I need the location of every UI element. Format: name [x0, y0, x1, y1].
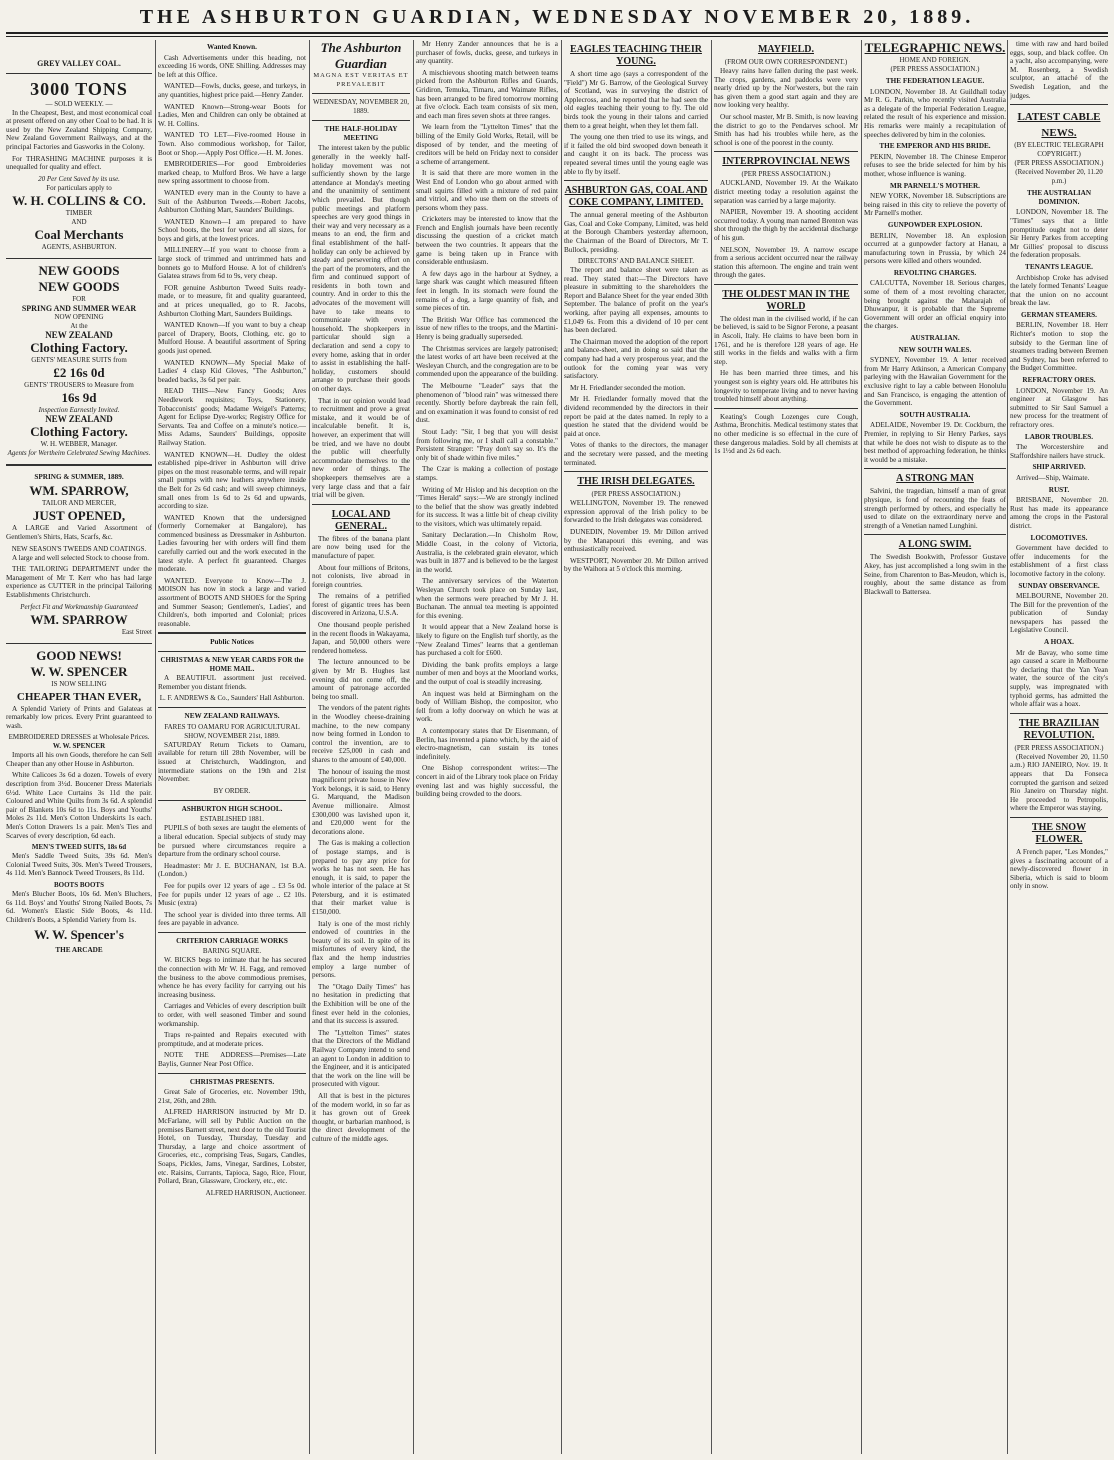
ad-text: Imports all his own Goods, therefore he can Sell Cheaper than any other House in Ashburton.: [6, 751, 152, 768]
notice-text: FOR genuine Ashburton Tweed Suits ready-made, or to measure, fit and quality guaranteed, and at prices unequalled, go to R. Jacobs, Ashburton Clothing Mart, Saunders Buildings.: [158, 283, 306, 318]
article-text: NEW YORK, November 18. Subscriptions are being raised in this city to relieve the poverty of Mr Parnell's mother.: [864, 192, 1006, 218]
article-text: It would appear that a New Zealand horse is likely to figure on the English turf shortly, as the "New Zealand Times" learns that a gentleman has purchased a colt for £600.: [416, 623, 558, 658]
article-text: PEKIN, November 18. The Chinese Emperor refuses to see the bride selected for him by his mother, whose influence is waning.: [864, 152, 1006, 178]
divider: [1010, 713, 1108, 714]
article-subheading: (FROM OUR OWN CORRESPONDENT.): [724, 58, 848, 66]
ad-line: Agents for Wertheim Celebrated Sewing Machines.: [7, 448, 151, 457]
notice-text: W. BICKS begs to intimate that he has secured the connection with Mr W. H. Fagg, and removed the business to the above commodious premises, whence he has every facility for carrying out his increasing business.: [158, 956, 306, 999]
article-subheading: (PER PRESS ASSOCIATION.): [890, 65, 980, 73]
article-heading: TENANTS LEAGUE.: [1025, 262, 1093, 271]
article-text: MELBOURNE, November 20. The Bill for the prevention of the publication of Sunday newspapers has passed the Legislative Council.: [1010, 592, 1108, 635]
notice-text: WANTED Known—If you want to buy a cheap parcel of Drapery, Boots, Clothing, etc. go to Mulford House. A beautiful assortment of Spring goods just opened.: [158, 321, 306, 355]
collins-name: W. H. COLLINS & CO.: [12, 192, 146, 208]
ad-line: NEW SEASON'S TWEEDS AND COATINGS.: [11, 544, 147, 553]
coal-apply: For particulars apply to: [46, 183, 112, 192]
article-heading: LOCOMOTIVES.: [1030, 533, 1088, 542]
ad-text: THE TAILORING DEPARTMENT under the Management of Mr T. Kerr who has had large experience as CUTTER in the principal Tailoring Establishments Christchurch.: [6, 565, 152, 599]
article-text: One thousand people perished in the recent floods in Wakayama, Japan, and 50,000 others were rendered homeless.: [312, 621, 410, 655]
article-text: It is said that there are more women in the West End of London who go about armed with small squirts filled with a mixture of red paint and vitriol, and who use them on the streets of persons whom they pass.: [416, 169, 558, 212]
article-text: Mr Henry Zander announces that he is a purchaser of fowls, ducks, geese, and turkeys in any quantity.: [416, 40, 558, 66]
sparrow-season: SPRING & SUMMER, 1889.: [34, 472, 124, 481]
notice-text: Headmaster: Mr J. E. BUCHANAN, 1st B.A. (London.): [158, 861, 306, 879]
ad-text: A LARGE and Varied Assortment of Gentlemen's Shirts, Hats, Scarfs, &c.: [6, 524, 152, 541]
notice-text: NOTE THE ADDRESS—Premises—Late Baylis, Gunner Near Post Office.: [158, 1051, 306, 1068]
coal-tons: 3000 TONS: [30, 78, 128, 99]
divider: [564, 471, 708, 472]
divider: [312, 504, 410, 505]
notice-text: SATURDAY Return Tickets to Oamaru, available for return till 28th November, will be issued at Christchurch, Waddington, and intermediate stations on the 19th and 21st November.: [158, 740, 306, 784]
collins-timber: TIMBER: [65, 208, 93, 217]
sparrow-name: WM. SPARROW,: [29, 483, 129, 499]
article-subheading: DIRECTORS' AND BALANCE SHEET.: [577, 257, 695, 266]
article-text: The Czar is making a collection of postage stamps.: [416, 465, 558, 482]
article-text: The "Lyttelton Times" states that the Directors of the Midland Railway Company intend to send an agent to London in addition to the Engineer, and it is anticipated that the work on the line will be prosecuted with vigour.: [312, 1028, 410, 1089]
article-text: A French paper, "Les Mondes," gives a fascinating account of a newly-discovered flower in Siberia, which is said to bloom only in snow.: [1010, 847, 1108, 891]
notice-text: WANTED—Fowls, ducks, geese, and turkeys, in any quantities, highest price paid.—Henry Zander.: [158, 82, 306, 99]
article-text: He has been married three times, and his youngest son is eighty years old. He attributes his longevity to temperate living and to never having troubled himself about anything.: [714, 369, 858, 404]
article-text: A mischievous shooting match between teams picked from the Ashburton Rifles and Guards, Gridiron, Temuka, Timaru, and Waimate Rifles, has been arranged to be fired tomorrow morning at five o'clock. Each team consists of six men, and each man fires seven shots at three ranges.: [416, 68, 558, 120]
article-heading: THE OLDEST MAN IN THE WORLD: [722, 288, 850, 312]
railways-heading: NEW ZEALAND RAILWAYS.: [184, 712, 280, 721]
article-text: The oldest man in the civilised world, if he can be believed, is said to be Signor Ferone, a peasant in Ascoli, Italy. He claims to have been born in 1761, and he is therefore 128 years of age. He still works in the fields and walks with a firm step.: [714, 314, 858, 366]
article-heading: THE BRAZILIAN REVOLUTION.: [1018, 717, 1100, 741]
notice-text: ALFRED HARRISON instructed by Mr D. McFarlane, will sell by Public Auction on the premises Barnett street, next door to the old Tourist Hotel, on Tuesday, Thursday, Tuesday and Thursday, a large and choice assortment of Groceries, etc., comprising Teas, Sugars, Candles, Soaps, Pickles, Jams, Vinegar, Sardines, Lobster, etc. Raisins, Currants, Tapioca, Sago, Rice, Flour, Pollard, Bran, Glassware, Crockery, etc., etc.: [158, 1108, 306, 1186]
article-text: Votes of thanks to the directors, the manager and the secretary were passed, and the meeting terminated.: [564, 441, 708, 467]
article-text: The Swedish Bookwith, Professor Gustave Akey, has just accomplished a long swim in the Seine, from Charenton to Bas-Meudon, which is, roughly, about the same distance as from Blackwall to Battersea.: [864, 553, 1006, 596]
article-text: WELLINGTON, November 19. The renewed expression approval of the Irish policy to be forwarded to the Irish delegates was considered.: [564, 499, 708, 525]
article-subheading: (Received November 20, 11.20 p.m.): [1015, 168, 1103, 186]
article-text: SYDNEY, November 19. A letter received from Mr Harry Atkinson, a American Company parleying with the Hawaiian Government for the exclusive right to lay a cable between Honolulu and San Francisco, is engaging the attention of the Government.: [864, 356, 1006, 408]
article-text: Salvini, the tragedian, himself a man of great physique, is fond of recounting the feats of strength performed by others, and especially he used to dilate on the extraordinary nerve and strength of a Venetian named Lunghini.: [864, 487, 1006, 530]
ad-text: Men's Saddle Tweed Suits, 39s 6d. Men's Colonial Tweed Suits, 30s. Men's Tweed Trousers, 4s 11d. Men's Bannock Tweed Trousers, 8s 11d.: [6, 852, 152, 878]
latest-cable-news-heading: LATEST CABLE NEWS.: [1017, 111, 1101, 140]
article-text: The interest taken by the public generally in the weekly half-holiday movement was not sufficiently shown by the large attendance at Monday's meeting and the unanimity of sentiment which prevailed. But though public meetings and platform speeches are very good things in their way and very necessary as a means to an end, the firm and final establishment of the half-holiday can only be achieved by steady and persevering effort on the part of the promoters, and the firm and continued support of residents in both town and country. And in order to this the advocates of the movement will have to take means to communicate with every household. The shopkeepers in particular should sign a declaration and send a copy to every home, asking that in order to assist in establishing the half-holiday, customers should arrange to purchase their goods on other days.: [312, 144, 410, 393]
ad-text: Men's Blucher Boots, 10s 6d. Men's Bluchers, 6s 11d. Boys' and Youths' Strong Nailed Boots, 7s 6d. Women's Elastic Side Boots, 4s 11d. Children's Boots, a Splendid Variety from 1s.: [6, 890, 152, 924]
coal-heading: GREY VALLEY COAL.: [37, 59, 121, 68]
ad-line: East Street: [121, 627, 152, 636]
ad-text: A Splendid Variety of Prints and Galateas at remarkably low prices. Every Print guaranteed to wash.: [6, 704, 152, 730]
divider: [1010, 817, 1108, 818]
coal-text: In the Cheapest, Best, and most economical coal at present offered on any other Coal to be had. It is used by the New Zealand Shipping Company, New Zealand Government Railways, and at the principal Factories and Gasworks in the Colony.: [6, 108, 152, 151]
issue-date: WEDNESDAY, NOVEMBER 20, 1889.: [312, 98, 410, 116]
article-subheading: HOME AND FOREIGN.: [899, 56, 971, 64]
notice-text: A BEAUTIFUL assortment just received. Remember you distant friends.: [158, 674, 306, 691]
columns: [6, 40, 1108, 1454]
article-heading: INTERPROVINCIAL NEWS: [722, 156, 850, 168]
clothing-factory-title: Clothing Factory.: [30, 339, 128, 355]
article-text: The Gas is making a collection of postage stamps, and is prepared to pay any price for works he has not seen. He has enough, it is said, to paper the whole interior of the palace at St Petersburg, and it is estimated that their market value is £150,000.: [312, 839, 410, 917]
article-heading: SHIP ARRIVED.: [1032, 463, 1086, 472]
divider: [6, 258, 152, 259]
ad-text: White Calicoes 3s 6d a dozen. Towels of every description from 3½d. Boucener Dress Materials 6½d. White Lace Curtains 3s 11d the pair. Coloured and White Quilts from 3s 6d. A splendid pair of Blankets 10s 6d to 11s. Boys and Youths' Moles 2s 11d. Men's Cotton Underskirts 1s each. Men's Cotton Drawers 1s a pair. Men's Ties and Scarves of every description, 6d each.: [6, 771, 152, 840]
article-heading: THE EMPEROR AND HIS BRIDE.: [879, 142, 991, 151]
notice-subheading: BARING SQUARE.: [202, 947, 262, 956]
divider: [6, 73, 152, 74]
article-heading: THE SNOW FLOWER.: [1031, 821, 1087, 845]
article-heading: EAGLES TEACHING THEIR YOUNG.: [570, 44, 702, 67]
column-3: [312, 40, 410, 1454]
ad-line: Inspection Earnestly Invited.: [38, 405, 120, 414]
article-text: A few days ago in the harbour at Sydney, a large shark was caught which measured fifteen feet in length. In its stomach were found the remains of a dog, a large quantity of fish, and some pieces of tin.: [416, 269, 558, 313]
article-subheading: (PER PRESS ASSOCIATION.): [741, 170, 831, 179]
notice-text: WANTED KNOWN—H. Dudley the oldest established pipe-driver in Ashburton will drive pipes on the most reasonable terms, and will repair small pumps with new leathers anywhere inside the Belt for 2s 6d cash; and will sweep chimneys, small ones from 1s 6d to 2s 6d and upwards, according to size.: [158, 450, 306, 511]
collins-agents: AGENTS, ASHBURTON.: [41, 242, 117, 251]
article-heading: A LONG SWIM.: [898, 539, 972, 551]
notice-text: PUPILS of both sexes are taught the elements of a liberal education. Special subjects of study may be pursued where circumstances require a departure from the ordinary school course.: [158, 824, 306, 859]
collins-coal-merchants: Coal Merchants: [34, 226, 124, 242]
divider: [864, 534, 1006, 535]
wanted-known-heading: Wanted Known.: [207, 43, 257, 51]
article-text: BRISBANE, November 20. Rust has made its appearance among the crops in the Pastoral district.: [1010, 496, 1108, 530]
clothing-factory-title: Clothing Factory.: [30, 423, 128, 439]
article-text: The young one then tried to use its wings, and if it failed the old bird swooped down beneath it and caught it on its back. The process was repeated several times until the young eagle was able to fly by itself.: [564, 133, 708, 176]
column-divider: [309, 40, 310, 1454]
ad-line: EMBROIDERED DRESSES at Wholesale Prices.: [8, 733, 150, 742]
divider: [312, 93, 410, 94]
notice-text: Carriages and Vehicles of every description built to order, with well seasoned Timber and sound workmanship.: [158, 1002, 306, 1028]
article-text: ADELAIDE, November 19. Dr. Cockburn, the Premier, in replying to Sir Henry Parkes, says that while he does not wish to dispute as to the best method of approaching federation, he thinks it would be a mistake.: [864, 421, 1006, 464]
article-text: We learn from the "Lyttelton Times" that the billing of the Emily Gold Works, Retail, will be disposed of by tender, and the meeting of creditors will be held on Friday next to consider a scheme of arrangement.: [416, 123, 558, 166]
the-arcade: THE ARCADE: [55, 946, 103, 955]
column-divider: [413, 40, 414, 1454]
ad-line: GENTS' TROUSERS to Measure from: [24, 380, 134, 389]
column-divider: [861, 40, 862, 1454]
criterion-heading: CRITERION CARRIAGE WORKS: [176, 936, 288, 945]
cheaper-than-ever: CHEAPER THAN EVER,: [16, 690, 142, 703]
ad-line: W. H. WEBBER, Manager.: [40, 439, 118, 448]
divider: [714, 284, 858, 285]
collins-and: AND: [71, 217, 87, 226]
column-divider: [561, 40, 562, 1454]
divider: [312, 120, 410, 121]
ad-line: TAILOR AND MERCER,: [42, 499, 116, 508]
article-text: The remains of a petrified forest of gigantic trees has been discovered in Arizona, U.S.A.: [312, 592, 410, 618]
article-text: Government have decided to offer inducements for the establishment of a first class locomotive factory in the colony.: [1010, 544, 1108, 578]
ad-text: A large and well selected Stock to choose from.: [12, 553, 149, 562]
paper-motto: MAGNA EST VERITAS ET PREVALEBIT: [313, 72, 409, 88]
notice-text: The school year is divided into three terms. All fees are payable in advance.: [158, 910, 306, 928]
column-7: [864, 40, 1006, 1454]
article-heading: A HOAX.: [1044, 638, 1074, 647]
article-text: The report and balance sheet were taken as read. They stated that:—The Directors have pleasure in submitting to the shareholders the Report and Balance Sheet for the year ended 30th September. The balance of profit on the year's working, after paying all expenses, amounts to £1,049 6s. From this a dividend of 10 per cent has been declared.: [564, 266, 708, 335]
article-text: An inquest was held at Birmingham on the body of William Bishop, the compositor, who fell from a lofty doorway on which he was at work.: [416, 689, 558, 724]
column-divider: [1007, 40, 1008, 1454]
article-text: The annual general meeting of the Ashburton Gas, Coal and Coke Company, Limited, was held at the Borough Chambers yesterday afternoon, the Chairman of the Board of Directors, Mr T. Bullock, presiding.: [564, 211, 708, 254]
article-text: The lecture announced to be given by Mr B. Hughes last evening did not come off, the amount of patronage accorded being too small.: [312, 658, 410, 701]
article-heading: THE IRISH DELEGATES.: [577, 476, 695, 488]
spencer-advert: [6, 648, 152, 957]
notice-text: WANTED. Everyone to Know—The J. MOISON has now in stock a large and varied assortment of BOOTS AND SHOES for the Spring and Summer Season; Gentlemen's, Ladies', and Children's, both imported and Colonial; prices reasonable.: [158, 576, 306, 628]
good-news: GOOD NEWS!: [36, 647, 122, 663]
article-subheading: (BY ELECTRIC TELEGRAPH COPYRIGHT.): [1014, 141, 1104, 159]
article-text: NELSON, November 19. A narrow escape from a serious accident occurred near the railway station this afternoon. The engine and train went through the gates.: [714, 245, 858, 280]
article-text: One Bishop correspondent writes:—The concert in aid of the Library took place on Friday evening last and was highly successful, the building being crowded to the doors.: [416, 764, 558, 799]
divider: [158, 651, 306, 652]
notice-signature: L. F. ANDREWS & Co., Saunders' Hall Ashburton.: [159, 694, 305, 703]
just-opened: JUST OPENED,: [32, 508, 126, 524]
article-text: time with raw and hard boiled eggs, soup, and black coffee. On a yacht, also accompanying, were M. Rosenberg, a Swedish sculptor, an attaché of the Swedish Legation, and the judges.: [1010, 40, 1108, 100]
article-text: (Received November 20, 11.50 a.m.) RIO JANEIRO, Nov. 19. It appears that Da Fonseca corrupted the garrison and seized Rio Janeiro on Thursday night. He proceeded to Petropolis, where the Emperor was staying.: [1010, 752, 1108, 813]
notice-signature: BY ORDER.: [213, 786, 251, 795]
divider: [158, 707, 306, 708]
coal-advert: [6, 40, 152, 252]
divider: [158, 932, 306, 933]
ad-line: MEN'S TWEED SUITS, 18s 6d: [31, 843, 127, 852]
divider: [564, 180, 708, 181]
article-text: LONDON, November 19. An engineer at Glasgow has submitted to Sir Saul Samuel a new process for the treatment of refractory ores.: [1010, 386, 1108, 429]
article-heading: SUNDAY OBSERVANCE.: [1018, 581, 1100, 590]
notice-text: WANTED KNOWN—My Special Make of Ladies' 4 clasp Kid Gloves, "The Ashburton," beaded backs, 3s 6d per pair.: [158, 358, 306, 384]
article-subheading: (PER PRESS ASSOCIATION.): [591, 490, 681, 499]
ad-line: IS NOW SELLING: [51, 679, 107, 688]
coal-sold-weekly: — SOLD WEEKLY. —: [45, 99, 113, 108]
divider: [158, 1073, 306, 1074]
coal-text-2: For THRASHING MACHINE purposes it is unequalled for quality and effect.: [6, 154, 152, 172]
article-heading: MAYFIELD.: [757, 44, 815, 55]
article-heading: GERMAN STEAMERS.: [1021, 310, 1097, 319]
article-text: Arrived—Ship, Waimate.: [1016, 473, 1090, 482]
article-heading: REVOLTING CHARGES.: [893, 268, 977, 277]
article-heading: RUST.: [1048, 485, 1070, 494]
notice-text: WANTED Known that the undersigned (formerly Cornemaker at Bangalore), has commenced business as Dressmaker in Ashburton. Ladies favouring her with orders will find them carefully carried out and the work executed in the latest style. A perfect fit guaranteed. Charges moderate.: [158, 513, 306, 574]
new-goods-heading-2: NEW GOODS: [38, 278, 120, 294]
ad-line: BOOTS BOOTS: [54, 881, 104, 889]
article-text: The fibres of the banana plant are now being used for the manufacture of paper.: [312, 534, 410, 560]
trousers-price: 16s 9d: [61, 389, 97, 405]
article-text: The Christmas services are largely patronised; the latest works of art have been received at the Wesleyan Church, and the congregation are to be commended upon the appearance of the building.: [416, 344, 558, 379]
notice-text: Cash Advertisements under this heading, not exceeding 16 words, ONE Shilling. Addresses may be left at this Office.: [158, 53, 306, 79]
local-general-heading: LOCAL AND GENERAL.: [331, 508, 391, 532]
article-heading: SOUTH AUSTRALIA.: [899, 410, 971, 419]
article-text: Cricketers may be interested to know that the French and English journals have been recently discussing the question of a cricket match between the two countries. It appears that the game is being taken up in France with considerable enthusiasm.: [416, 215, 558, 267]
article-text: That in our opinion would lead to recruitment and prove a great mistake, and it would be of incalculable benefit. It is, however, an experiment that will be tried, and we have no doubt the public will cheerfully accommodate themselves to the new order of things. The shopkeepers themselves are a very large class and that a fair trial will be given.: [312, 396, 410, 500]
masthead-rule: [6, 32, 1108, 34]
article-text: Keating's Cough Lozenges cure Cough, Asthma, Bronchitis. Medical testimony states that no other medicine is so effectual in the cure of these dangerous maladies. Sold by all chemists at 1s 1½d and 2s 6d each.: [714, 412, 858, 456]
article-text: The vendors of the patent rights in the Woodley cheese-draining machine, to the new company now being formed in London to control the invention, are to receive £25,000 in cash and shares to the amount of £40,000.: [312, 704, 410, 764]
column-1: [6, 40, 152, 1454]
column-2: [158, 40, 306, 1454]
article-text: The British War Office has commenced the issue of new rifles to the troops, and the Martini-Henry is being gradually superseded.: [416, 315, 558, 341]
ad-line: NOW OPENING: [54, 312, 104, 321]
article-text: The Melbourne "Leader" says that the phenomenon of "blood rain" was witnessed there recently. Shortly before daybreak the rain fell, and on examination it was found to consist of red dust.: [416, 381, 558, 425]
notice-text: WANTED Known—I am prepared to have School boots, the best for wear and all sizes, for boys and girls, at the lowest prices.: [158, 217, 306, 243]
article-heading: REFRACTORY ORES.: [1022, 376, 1096, 385]
column-6: [714, 40, 858, 1454]
article-subheading: (PER PRESS ASSOCIATION.): [1014, 159, 1104, 168]
notice-signature: ALFRED HARRISON, Auctioneer.: [205, 1188, 306, 1197]
article-text: A contemporary states that Dr Eisenmann, of Berlin, has invented a piano which, by the aid of electro-magnetism, can sustain its tones indefinitely.: [416, 726, 558, 761]
article-text: Mr de Bavay, who some time ago caused a scare in Melbourne by declaring that the Yan Yean water, the source of the city's supply, was impregnated with typhoid germs, has admitted the whole affair was a hoax.: [1010, 648, 1108, 709]
article-heading: LABOR TROUBLES.: [1024, 432, 1094, 441]
article-text: Our school master, Mr B. Smith, is now leaving the district to go to the Pendarves school. Mr Smith has had his troubles while here, as the school is one of the poorest in the county.: [714, 112, 858, 147]
notice-text: WANTED TO LET—Five-roomed House in Town. Also commodious workshop, for Tailor, Boot or Shop.—Apply Post Office.—H. M. Jones.: [158, 131, 306, 157]
article-text: Mr H. Friedlander formally moved that the dividend recommended by the directors in their report be paid at the dates named. In reply to a question he stated that the dividend would be paid at once.: [564, 395, 708, 438]
ad-line: Perfect Fit and Workmanship Guaranteed: [20, 602, 138, 611]
column-divider: [711, 40, 712, 1454]
notice-text: MILLINERY—If you want to choose from a large stock of trimmed and untrimmed hats and bonnets go to Mulford House. A lot of children's Galatea straws from 6d to 9s, very cheap.: [158, 246, 306, 281]
article-text: The Chairman moved the adoption of the report and balance-sheet, and in doing so said that the company had had a very prosperous year, and the outlook for the coming year was very satisfactory.: [564, 337, 708, 381]
article-text: Archbishop Croke has advised the lately formed Tenants' League that the union on no account break the law.: [1010, 273, 1108, 308]
article-heading: THE HALF-HOLIDAY MEETING: [324, 125, 398, 142]
new-goods-heading: NEW GOODS: [38, 262, 120, 278]
notice-text: Fee for pupils over 12 years of age .. £3 5s 0d. Fee for pupils under 12 years of age .. £2 10s. Music (extra): [158, 881, 306, 908]
article-text: Writing of Mr Hislop and his deception on the "Times Herald" says:—We are strongly inclined to the belief that the show was greatly indebted for its success. It was a little bit of cheap civility to the visitors, which was ultimately repaid.: [416, 485, 558, 528]
article-heading: AUSTRALIAN.: [910, 334, 960, 343]
article-text: DUNEDIN, November 19. Mr Dillon arrived by the Manapouri this evening, and was enthusiastically received.: [564, 527, 708, 554]
notice-text: EMBROIDERIES—For good Embroideries marked cheap, to Mulford Bros. We have a large new spring assortment to choose from.: [158, 160, 306, 186]
divider: [864, 468, 1006, 469]
spencer-name: W. W. SPENCER: [30, 663, 128, 679]
christmas-presents-heading: CHRISTMAS PRESENTS.: [189, 1077, 275, 1086]
column-4: [416, 40, 558, 1454]
divider: [1010, 104, 1108, 105]
article-subheading: (PER PRESS ASSOCIATION.): [1014, 743, 1104, 752]
article-heading: THE AUSTRALIAN DOMINION.: [1026, 189, 1092, 206]
notice-text: WANTED Known—Strong-wear Boots for Ladies, Men and Children can only be obtained at W. H. Collins.: [158, 102, 306, 128]
paper-title: The Ashburton Guardian: [320, 40, 402, 71]
article-heading: THE FEDERATION LEAGUE.: [885, 77, 985, 85]
divider: [6, 643, 152, 644]
new-goods-advert: [6, 263, 152, 458]
notice-text: WANTED every man in the County to have a Suit of the Ashburton Tweeds.—Robert Jacobs, Ashburton Clothing Mart, Saunders' Buildings.: [158, 188, 306, 215]
article-text: Sanitary Declaration.—In Chisholm Row, Middle Coast, in the colony of Victoria, Australia, is the celebrated grain elevator, which was built in 1877 and is believed to be the largest in the world.: [416, 531, 558, 574]
article-heading: A STRONG MAN: [896, 473, 974, 485]
masthead: THE ASHBURTON GUARDIAN, WEDNESDAY NOVEMBER 20, 1889.: [139, 6, 975, 28]
ad-line: NEW ZEALAND: [45, 413, 113, 424]
notice-text: Great Sale of Groceries, etc. November 19th, 21st, 26th, and 28th.: [158, 1088, 306, 1105]
sparrow-advert: [6, 470, 152, 637]
telegraphic-news-heading: TELEGRAPHIC NEWS.: [864, 40, 1006, 55]
spencer-name: W. W. Spencer's: [34, 927, 124, 943]
divider: [6, 464, 152, 466]
divider: [714, 408, 858, 409]
ad-line: NEW ZEALAND: [45, 329, 113, 340]
article-text: BERLIN, November 18. An explosion occurred at a gunpowder factory at Hanau, a manufacturing town in Prussia, by which 24 persons were killed and others wounded.: [864, 231, 1006, 266]
divider: [714, 151, 858, 152]
article-text: The honour of issuing the most magnificent private house in New York belongs, it is said, to Henry G. Marquand, the Madison Avenue millionaire. Almost £300,000 was lavished upon it, and £20,000 went for the decorations alone.: [312, 767, 410, 836]
notice-text: READ THIS—New Fancy Goods; Ares Needlework requisites; Toys, Stationery, Tobacconists' goods; Madame Weigel's Patterns; Agent for Eclipse Dye-works; Registry Office for Servants. Tea and Coffee on a minute's notice.—Miss Adams, Saunders' Buildings, opposite Railway Station.: [158, 387, 306, 447]
column-divider: [155, 40, 156, 1454]
notice-heading: CHRISTMAS & NEW YEAR CARDS FOR the HOME MAIL.: [160, 656, 304, 673]
notice-subheading: FARES TO OAMARU FOR AGRICULTURAL SHOW, NOVEMBER 21st, 1889.: [164, 722, 300, 740]
divider: [158, 632, 306, 634]
article-heading: ASHBURTON GAS, COAL AND COKE COMPANY, LIMITED.: [564, 185, 708, 209]
ad-line: FOR: [72, 294, 86, 303]
article-text: The anniversary services of the Waterton Wesleyan Church took place on Sunday last, when the sermons were preached by Mr J. H. Buchanan. The annual tea meeting is appointed for this evening.: [416, 577, 558, 620]
coal-price: 20 Per Cent Saved by its use.: [38, 174, 120, 183]
ad-line: GENTS' MEASURE SUITS from: [31, 355, 127, 364]
spencer-name: W. W. SPENCER: [52, 742, 106, 751]
column-5: [564, 40, 708, 1454]
notice-subheading: ESTABLISHED 1881.: [200, 815, 264, 824]
article-text: All that is best in the pictures of the modern world, in so far as it has grown out of Greek thought, or barbarian manhood, is the direct development of the culture of the middle ages.: [312, 1091, 410, 1143]
article-text: Heavy rains have fallen during the past week. The crops, gardens, and paddocks were very nearly dried up by the Nor'westers, but the rain has given them a good start again and they are now looking very healthy.: [714, 67, 858, 110]
article-heading: NEW SOUTH WALES.: [898, 345, 972, 354]
article-text: A short time ago (says a correspondent of the "Field") Mr G. Barrow, of the Geological Survey of Scotland, was in surveying the district of Applecross, and he reported that he had seen the old eagles teaching their young to fly. The old birds took the young in their talons and carried them to a great height, when they let them fall.: [564, 70, 708, 130]
article-text: NAPIER, November 19. A shooting accident occurred today. A young man named Brenton was shot through the thigh by the accidental discharge of his gun.: [714, 208, 858, 242]
article-text: BERLIN, November 18. Herr Richter's motion to stop the subsidy to the German line of steamers trading between Bremen and Sydney, has been referred to the Budget Committee.: [1010, 321, 1108, 373]
article-text: AUCKLAND, November 19. At the Waikato district meeting today a resolution against the separation was carried by a large majority.: [714, 179, 858, 205]
article-text: LONDON, November 18. The "Times" says that a little promptitude ought not to deter Sir Henry Parkes from accepting Mr Gillies' proposal to discuss the federation proposals.: [1010, 208, 1108, 260]
article-text: Mr H. Friedlander seconded the motion.: [570, 383, 686, 392]
article-text: LONDON, November 18. At Guildhall today Mr R. G. Parkin, who recently visited Australia as a delegate of the Imperial Federation League, related the result of his experience and mission. His remarks were mainly a recapitulation of speeches delivered by him in the colonies.: [864, 87, 1006, 139]
article-text: Italy is one of the most richly endowed of countries in the beauty of its soil. In spite of its misfortunes of every kind, the flax and the hemp industries employ a large number of persons.: [312, 919, 410, 980]
suit-price: £2 16s 0d: [53, 364, 105, 380]
article-text: Stout Lady: "Sir, I beg that you will desist from following me, or I shall call a constable." Persistent Stranger: "Pray don't say so. It's the only bit of shade within five miles.": [416, 427, 558, 462]
article-text: The Worcestershire and Staffordshire nailers have struck.: [1010, 443, 1108, 460]
masthead-rule-thin: [6, 36, 1108, 37]
article-text: The "Otago Daily Times" has no hesitation in predicting that the Exhibition will be one of the finest ever held in the colonies, and that its success is assured.: [312, 982, 410, 1026]
notice-text: Traps re-painted and Repairs executed with promptitude, and at moderate prices.: [158, 1031, 306, 1048]
divider: [158, 800, 306, 801]
article-text: WESTPORT, November 20. Mr Dillon arrived by the Waihora at 5 o'clock this morning.: [564, 556, 708, 574]
ad-line: At the: [70, 321, 88, 330]
sparrow-name: WM. SPARROW: [30, 611, 128, 627]
public-notices-heading: Public Notices: [210, 638, 254, 647]
ad-line: SPRING AND SUMMER WEAR: [21, 303, 137, 313]
article-text: About four millions of Britons, not colonists, live abroad in foreign countries.: [312, 563, 410, 589]
article-heading: GUNPOWDER EXPLOSION.: [887, 220, 983, 229]
article-text: CALCUTTA, November 18. Serious charges, some of them of a most revolting character, being brought against the Maharajah of Dhuwanpur, it is probable that the Supreme Government will order an official enquiry into the charges.: [864, 279, 1006, 331]
high-school-heading: ASHBURTON HIGH SCHOOL.: [181, 804, 283, 813]
article-heading: MR PARNELL'S MOTHER.: [890, 181, 980, 190]
article-text: Dividing the bank profits employs a large number of men and boys at the Moorland works, and the output of coal is steadily increasing.: [416, 660, 558, 686]
column-8: [1010, 40, 1108, 1454]
